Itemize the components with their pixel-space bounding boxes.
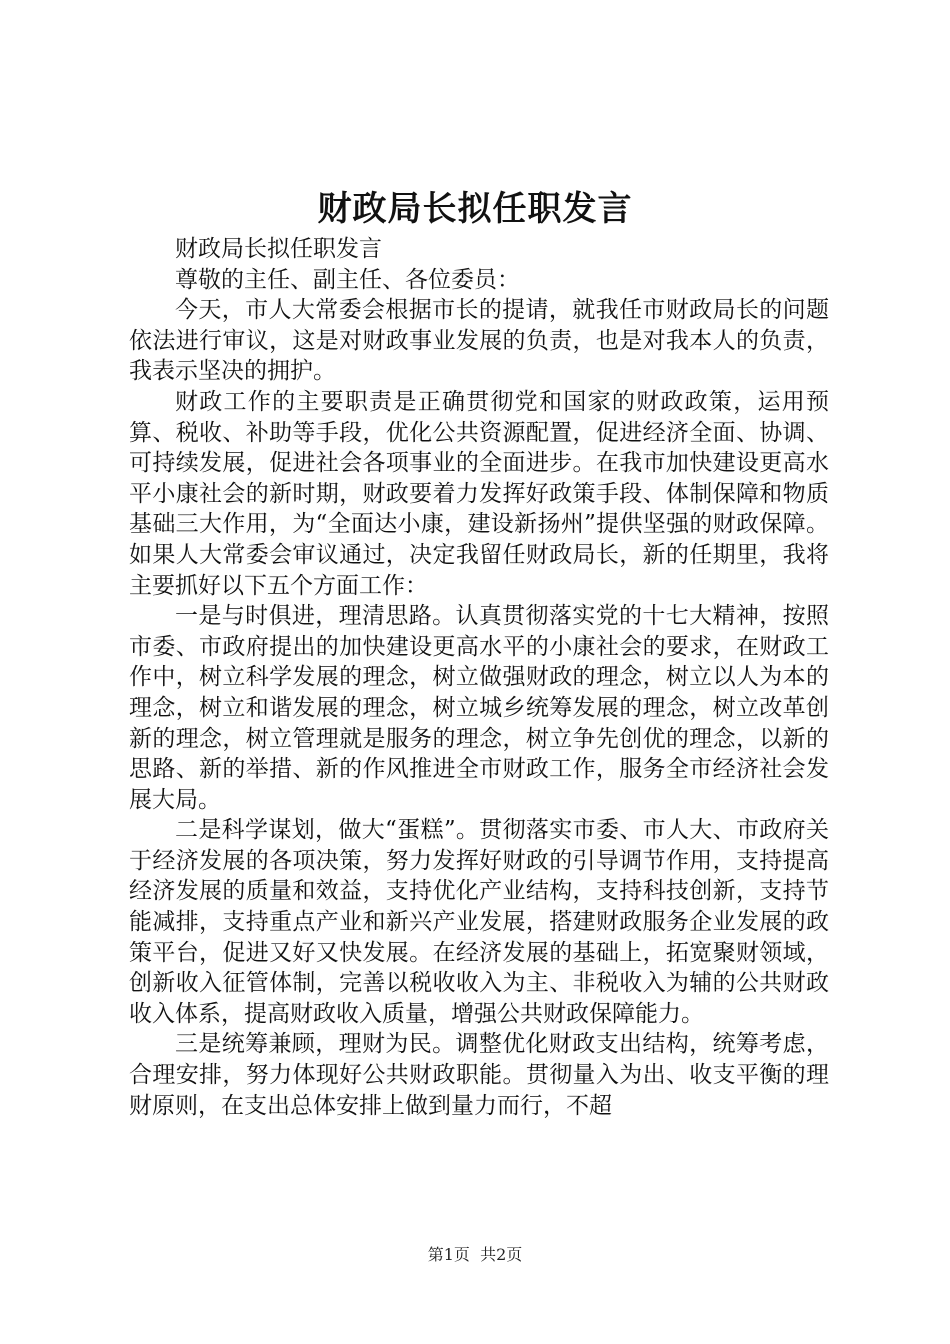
paragraph-duties: 财政工作的主要职责是正确贯彻党和国家的财政政策，运用预算、税收、补助等手段，优化公共资源配置，促进经济全面、协调、可持续发展，促进社会各项事业的全面进步。在我市加快建设更高水平小康社会的新时期，财政要着力发挥好政策手段、体制保障和物质基础三大作用，为“全面达小康，建设新扬州”提供坚强的财政保障。如果人大常委会审议通过，决定我留任财政局长，新的任期里，我将主要抓好以下五个方面工作： [129,388,829,599]
page-number: 第1页 [427,1245,470,1264]
paragraph-point-three: 三是统筹兼顾，理财为民。调整优化财政支出结构，统筹考虑，合理安排，努力体现好公共财政职能。贯彻量入为出、收支平衡的理财原则，在支出总体安排上做到量力而行，不超 [129,1031,829,1119]
paragraph-point-one: 一是与时俱进，理清思路。认真贯彻落实党的十七大精神，按照市委、市政府提出的加快建设更高水平的小康社会的要求，在财政工作中，树立科学发展的理念，树立做强财政的理念，树立以人为本的理念，树立和谐发展的理念，树立城乡统筹发展的理念，树立改革创新的理念，树立管理就是服务的理念，树立争先创优的理念，以新的思路、新的举措、新的作风推进全市财政工作，服务全市经济社会发展大局。 [129,603,829,813]
page-footer [0,1244,950,1266]
paragraph-intro: 今天，市人大常委会根据市长的提请，就我任市财政局长的问题依法进行审议，这是对财政事业发展的负责，也是对我本人的负责，我表示坚决的拥护。 [129,297,829,385]
document-title: 财政局长拟任职发言 [317,189,633,229]
document-body [129,234,829,1121]
paragraph-salutation: 尊敬的主任、副主任、各位委员： [175,266,520,293]
paragraph-point-two: 二是科学谋划，做大“蛋糕”。贯彻落实市委、市人大、市政府关于经济发展的各项决策，努力发挥好财政的引导调节作用，支持提高经济发展的质量和效益，支持优化产业结构，支持科技创新，支持节能减排，支持重点产业和新兴产业发展，搭建财政服务企业发展的政策平台，促进又好又快发展。在经济发展的基础上，拓宽聚财领域，创新收入征管体制，完善以税收收入为主、非税收入为辅的公共财政收入体系，提高财政收入质量，增强公共财政保障能力。 [129,817,829,1027]
page-total: 共2页 [480,1245,523,1264]
paragraph-heading-repeat: 财政局长拟任职发言 [175,236,382,262]
